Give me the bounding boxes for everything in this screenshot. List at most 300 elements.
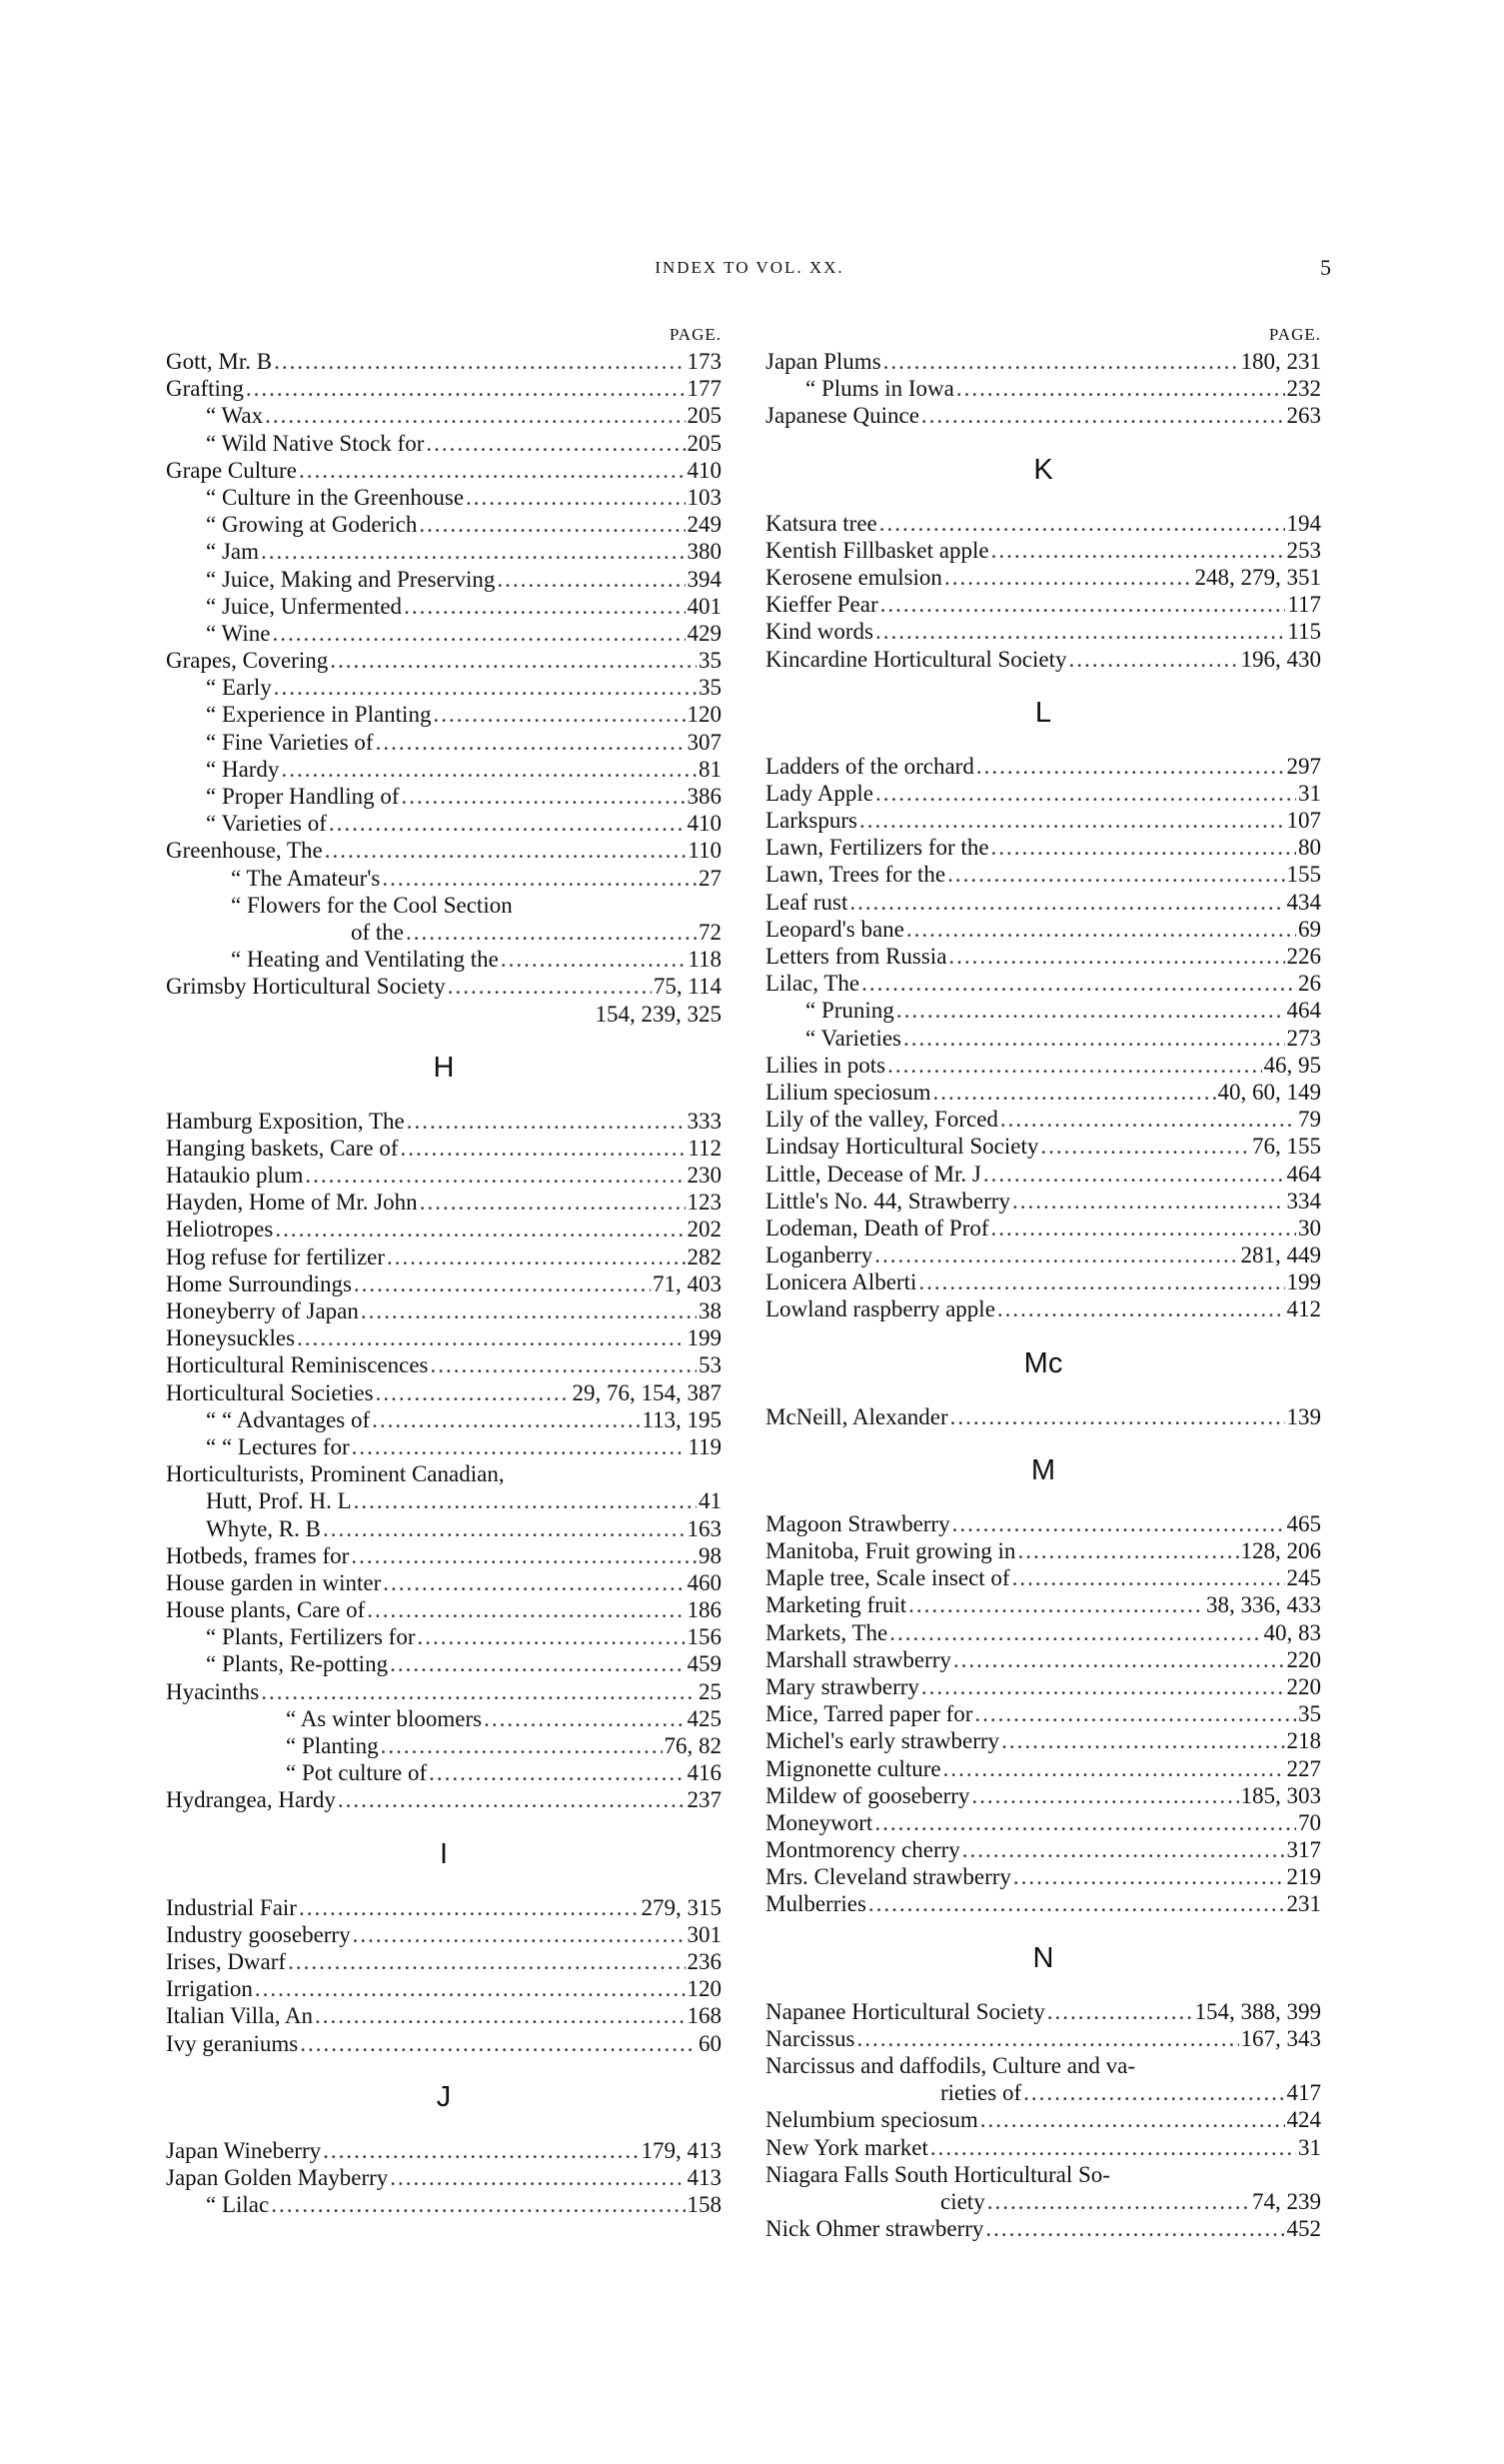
index-entry — [166, 1351, 722, 1378]
entry-label: Kentish Fillbasket apple — [765, 537, 989, 563]
dot-leader — [932, 1079, 1215, 1106]
index-entry — [166, 1243, 722, 1270]
dot-leader — [861, 970, 1296, 997]
index-entry — [765, 1079, 1321, 1106]
dot-leader — [390, 2164, 685, 2191]
index-entry — [765, 1755, 1321, 1782]
entry-label: Japan Wineberry — [166, 2137, 322, 2163]
section-letter: Mc — [1023, 1346, 1063, 1379]
entry-page: 158 — [687, 2192, 722, 2218]
entry-page: 231 — [1286, 1891, 1321, 1917]
entry-page: 29, 76, 154, 387 — [572, 1379, 722, 1405]
entry-page: 220 — [1286, 1673, 1321, 1699]
entry-page: 434 — [1286, 889, 1321, 915]
entry-label: Mice, Tarred paper for — [765, 1701, 973, 1727]
entry-label: “ As winter bloomers — [286, 1705, 483, 1731]
entry-page: 282 — [687, 1243, 722, 1269]
dot-leader — [947, 861, 1284, 888]
entry-label: Napanee Horticultural Society — [765, 1998, 1045, 2024]
index-entry — [765, 1890, 1321, 1917]
index-entry — [765, 889, 1321, 916]
entry-label: Leaf rust — [765, 889, 848, 915]
index-entry — [166, 674, 722, 701]
index-entry — [765, 1510, 1321, 1537]
entry-page: 202 — [687, 1217, 722, 1242]
entry-page: 103 — [687, 484, 722, 510]
entry-label: Irrigation — [166, 1976, 253, 2002]
index-entry — [765, 1809, 1321, 1836]
dot-leader — [971, 1782, 1238, 1809]
dot-leader — [921, 1673, 1285, 1700]
entry-page: 281, 449 — [1240, 1242, 1321, 1268]
entry-label: Hyacinths — [166, 1678, 260, 1704]
entry-label: Hydrangea, Hardy — [166, 1787, 336, 1813]
dot-leader — [908, 1591, 1204, 1618]
index-entry — [166, 484, 722, 511]
entry-label: “ Plums in Iowa — [805, 376, 954, 402]
section-letter: H — [433, 1051, 455, 1084]
entry-label: Narcissus and daffodils, Culture and va- — [765, 2053, 1136, 2078]
index-entry — [166, 402, 722, 429]
entry-page: 186 — [687, 1597, 722, 1623]
entry-page: 205 — [687, 430, 722, 456]
index-entry — [166, 1759, 722, 1786]
entry-label: “ Pot culture of — [286, 1760, 428, 1786]
index-entry — [765, 1268, 1321, 1295]
index-entry — [765, 1106, 1321, 1133]
entry-label: Loganberry — [765, 1242, 873, 1268]
dot-leader — [466, 484, 685, 511]
entry-page: 219 — [1286, 1864, 1321, 1890]
entry-page: 71, 403 — [653, 1270, 722, 1296]
index-entry — [166, 1135, 722, 1162]
entry-label: Little's No. 44, Strawberry — [765, 1188, 1010, 1214]
dot-leader — [956, 375, 1285, 402]
entry-page: 27 — [699, 865, 722, 891]
entry-page: 413 — [687, 2164, 722, 2190]
index-entry — [166, 701, 722, 728]
entry-page: 464 — [1286, 1161, 1321, 1187]
dot-leader — [329, 810, 686, 837]
entry-page: 279, 315 — [641, 1894, 722, 1920]
dot-leader — [431, 1351, 697, 1378]
section-letter: J — [436, 2080, 452, 2113]
dot-leader — [991, 834, 1296, 861]
entry-label: “ Fine Varieties of — [206, 729, 374, 755]
dot-leader — [874, 1809, 1296, 1836]
entry-label: Hamburg Exposition, The — [166, 1108, 405, 1134]
entry-page: 245 — [1286, 1565, 1321, 1591]
entry-label: Mary strawberry — [765, 1673, 919, 1699]
dot-leader — [1023, 2079, 1284, 2106]
entry-page: 38 — [699, 1298, 722, 1323]
entry-label: Lodeman, Death of Prof — [765, 1215, 989, 1240]
dot-leader — [420, 1189, 686, 1216]
index-entry — [166, 1650, 722, 1677]
entry-page: 35 — [699, 648, 722, 674]
index-entry — [166, 1542, 722, 1569]
dot-leader — [281, 756, 697, 783]
entry-label: Nelumbium speciosum — [765, 2107, 978, 2133]
index-entry — [166, 620, 722, 647]
entry-label: Kerosene emulsion — [765, 564, 942, 590]
dot-leader — [429, 1759, 685, 1786]
entry-label: “ Wild Native Stock for — [206, 430, 425, 456]
index-entry — [166, 511, 722, 538]
entry-page: 76, 82 — [664, 1733, 722, 1758]
index-entry — [765, 1161, 1321, 1188]
entry-page: 76, 155 — [1252, 1134, 1321, 1160]
entry-page: 464 — [1286, 998, 1321, 1024]
entry-label: Hotbeds, frames for — [166, 1542, 350, 1568]
entry-label: “ Juice, Unfermented — [206, 593, 403, 619]
entry-label: Lily of the valley, Forced — [765, 1107, 998, 1133]
entry-page: 459 — [687, 1651, 722, 1677]
entry-page: 220 — [1286, 1646, 1321, 1672]
entry-label: “ Lilac — [206, 2192, 270, 2218]
index-entry — [765, 2215, 1321, 2242]
dot-leader — [501, 946, 687, 973]
entry-label: Hog refuse for fertilizer — [166, 1243, 386, 1269]
index-entry — [765, 1241, 1321, 1268]
index-entry — [166, 1487, 722, 1514]
entry-label: Japanese Quince — [765, 403, 919, 429]
entry-label: “ Hardy — [206, 756, 280, 782]
index-entry — [166, 1324, 722, 1351]
dot-leader — [1040, 1133, 1250, 1160]
index-entry — [166, 1108, 722, 1135]
dot-leader — [261, 538, 685, 565]
entry-label: “ Growing at Goderich — [206, 512, 418, 538]
entry-label: “ Early — [206, 675, 272, 701]
entry-label: Hanging baskets, Care of — [166, 1135, 399, 1161]
entry-label: “ Varieties — [805, 1025, 902, 1051]
entry-page: 69 — [1298, 916, 1321, 942]
entry-label: Katsura tree — [765, 510, 877, 536]
section-letter: I — [439, 1837, 449, 1870]
entry-page: 410 — [687, 457, 722, 483]
dot-leader — [1017, 1537, 1238, 1564]
index-entry — [765, 2161, 1321, 2188]
entry-label: Narcissus — [765, 2025, 855, 2051]
entry-page: 394 — [687, 566, 722, 592]
index-entry — [166, 2002, 722, 2029]
entry-page: 74, 239 — [1252, 2188, 1321, 2214]
entry-page: 334 — [1286, 1188, 1321, 1214]
entry-label: McNeill, Alexander — [765, 1403, 948, 1429]
entry-page: 40, 60, 149 — [1217, 1079, 1321, 1105]
index-entry — [166, 946, 722, 973]
dot-leader — [985, 2215, 1284, 2242]
dot-leader — [246, 375, 686, 402]
dot-leader — [880, 591, 1286, 618]
entry-label: Japan Plums — [765, 349, 881, 374]
dot-leader — [1000, 1106, 1296, 1133]
entry-page: 236 — [687, 1948, 722, 1974]
index-entry — [765, 943, 1321, 970]
dot-leader — [274, 674, 697, 701]
index-entry — [765, 1836, 1321, 1863]
dot-leader — [299, 457, 686, 484]
dot-leader — [448, 973, 652, 1000]
entry-page: 119 — [688, 1433, 722, 1459]
entry-page: 60 — [699, 2030, 722, 2056]
index-entry — [765, 537, 1321, 564]
page-column-label: PAGE. — [1268, 325, 1321, 344]
dot-leader — [433, 701, 685, 728]
entry-page: 155 — [1286, 862, 1321, 888]
index-entry — [166, 1678, 722, 1705]
dot-leader — [856, 2025, 1238, 2052]
entry-label: Irises, Dwarf — [166, 1948, 287, 1974]
entry-label: Lady Apple — [765, 780, 873, 806]
entry-label: Italian Villa, An — [166, 2003, 314, 2029]
entry-label: Lilac, The — [765, 971, 860, 997]
dot-leader — [930, 2134, 1296, 2161]
dot-leader — [288, 1948, 685, 1975]
dot-leader — [903, 1025, 1284, 1052]
entry-label: Michel's early strawberry — [765, 1728, 1000, 1754]
entry-page: 297 — [1286, 753, 1321, 779]
index-entry — [166, 1162, 722, 1189]
entry-label: “ The Amateur's — [231, 865, 381, 891]
index-entry — [166, 1379, 722, 1406]
entry-label: Hutt, Prof. H. L — [206, 1488, 352, 1514]
dot-leader — [980, 2106, 1285, 2133]
entry-label: “ Plants, Fertilizers for — [206, 1624, 416, 1650]
entry-label: “ Culture in the Greenhouse — [206, 484, 465, 510]
index-entry — [166, 837, 722, 864]
index-entry — [166, 2191, 722, 2218]
entry-page: 429 — [687, 620, 722, 646]
dot-leader — [353, 1921, 686, 1948]
entry-page: 263 — [1286, 403, 1321, 429]
dot-leader — [265, 402, 685, 429]
entry-page: 31 — [1298, 2134, 1321, 2160]
dot-leader — [944, 564, 1193, 591]
dot-leader — [991, 1215, 1296, 1241]
dot-leader — [1013, 1863, 1285, 1890]
dot-leader — [271, 2191, 685, 2218]
dot-leader — [351, 1542, 697, 1569]
entry-page: 301 — [687, 1921, 722, 1947]
dot-leader — [921, 402, 1285, 429]
entry-page: 226 — [1286, 944, 1321, 969]
dot-leader — [325, 837, 687, 864]
index-entry — [765, 1025, 1321, 1052]
index-entry — [166, 865, 722, 892]
dot-leader — [906, 916, 1296, 943]
entry-label: “ Pruning — [805, 998, 894, 1024]
entry-label: “ Jam — [206, 539, 260, 565]
entry-page: 185, 303 — [1240, 1782, 1321, 1808]
entry-label: “ Wine — [206, 620, 271, 646]
entry-page: 35 — [699, 675, 722, 701]
entry-label: “ Proper Handling of — [206, 784, 400, 809]
index-entry — [765, 753, 1321, 780]
index-entry — [166, 1460, 722, 1487]
entry-page: 163 — [687, 1515, 722, 1541]
dot-leader — [338, 1786, 686, 1813]
dot-leader — [299, 1894, 640, 1921]
dot-leader — [1001, 1727, 1284, 1754]
index-entry — [765, 646, 1321, 673]
dot-leader — [275, 1216, 685, 1242]
running-head — [166, 255, 1333, 288]
entry-label: Hayden, Home of Mr. John — [166, 1190, 418, 1216]
dot-leader — [997, 1295, 1285, 1322]
entry-page: 26 — [1298, 971, 1321, 997]
entry-label: “ Wax — [206, 403, 264, 429]
dot-leader — [849, 889, 1284, 916]
entry-label: Kind words — [765, 619, 873, 645]
entry-label: Grafting — [166, 376, 244, 402]
entry-label: Heliotropes — [166, 1217, 274, 1242]
entry-label: Industrial Fair — [166, 1894, 297, 1920]
entry-label: Lindsay Horticultural Society — [765, 1134, 1039, 1160]
index-entry — [166, 1894, 722, 1921]
entry-label: Markets, The — [765, 1619, 888, 1645]
dot-leader — [943, 1755, 1285, 1782]
entry-page: 120 — [687, 702, 722, 728]
entry-page: 80 — [1298, 835, 1321, 861]
dot-leader — [407, 1108, 686, 1135]
entry-label: “ Plants, Re-potting — [206, 1651, 389, 1677]
entry-page: 196, 430 — [1240, 646, 1321, 672]
index-entry — [765, 1564, 1321, 1591]
dot-leader — [868, 1890, 1285, 1917]
dot-leader — [297, 1324, 685, 1351]
entry-label: Hataukio plum — [166, 1163, 304, 1189]
index-entry — [765, 1188, 1321, 1215]
dot-leader — [875, 618, 1285, 645]
index-entry — [166, 375, 722, 402]
entry-page: 154, 388, 399 — [1194, 1998, 1321, 2024]
entry-page: 123 — [687, 1190, 722, 1216]
entry-page: 31 — [1298, 780, 1321, 806]
index-entry — [166, 1569, 722, 1596]
entry-label: Honeyberry of Japan — [166, 1298, 359, 1323]
dot-leader — [426, 430, 685, 457]
dot-leader — [889, 1619, 1261, 1646]
index-entry — [765, 2052, 1321, 2079]
page-column-label: PAGE. — [669, 325, 722, 344]
entry-page: 253 — [1286, 537, 1321, 563]
dot-leader — [497, 566, 685, 593]
index-entry — [765, 348, 1321, 375]
entry-page: 72 — [699, 919, 722, 945]
dot-leader — [315, 2002, 685, 2029]
dot-leader — [381, 1732, 663, 1759]
entry-label: Marshall strawberry — [765, 1646, 951, 1672]
dot-leader — [991, 537, 1285, 564]
entry-label: “ Juice, Making and Preserving — [206, 566, 496, 592]
entry-label: Horticultural Reminiscences — [166, 1352, 429, 1378]
dot-leader — [950, 1403, 1285, 1430]
dot-leader — [896, 997, 1285, 1024]
entry-label: Grape Culture — [166, 457, 297, 483]
dot-leader — [987, 2188, 1250, 2215]
section-letter: L — [1034, 696, 1052, 729]
entry-page: 115 — [1287, 619, 1321, 645]
entry-label: Lawn, Trees for the — [765, 862, 946, 888]
index-entry — [765, 618, 1321, 645]
entry-page: 425 — [687, 1705, 722, 1731]
index-entry — [166, 1433, 722, 1460]
index-column-left — [166, 322, 722, 2218]
dot-leader — [330, 647, 697, 674]
entry-page: 177 — [687, 376, 722, 402]
entry-page: 46, 95 — [1263, 1052, 1321, 1078]
index-entry — [765, 2134, 1321, 2161]
dot-leader — [1012, 1188, 1285, 1215]
dot-leader — [419, 511, 685, 538]
entry-page: 81 — [699, 756, 722, 782]
index-entry — [166, 1596, 722, 1623]
entry-label: Japan Golden Mayberry — [166, 2164, 389, 2190]
entry-page: 79 — [1298, 1107, 1321, 1133]
entry-page: 154, 239, 325 — [595, 1001, 722, 1027]
entry-label: Whyte, R. B — [206, 1515, 321, 1541]
entry-label: House garden in winter — [166, 1569, 382, 1595]
index-entry — [166, 566, 722, 593]
index-entry — [166, 2030, 722, 2057]
index-entry — [765, 1863, 1321, 1890]
entry-label: Mildew of gooseberry — [765, 1782, 970, 1808]
entry-page: 110 — [688, 838, 722, 864]
dot-leader — [274, 348, 685, 375]
index-entry — [765, 1537, 1321, 1564]
entry-page: 386 — [687, 784, 722, 809]
dot-leader — [372, 1406, 640, 1433]
entry-label: Leopard's bane — [765, 916, 904, 942]
entry-page: 227 — [1286, 1755, 1321, 1781]
entry-page: 199 — [687, 1325, 722, 1351]
entry-page: 199 — [1286, 1269, 1321, 1295]
index-entry — [765, 2079, 1321, 2106]
index-entry — [765, 375, 1321, 402]
index-entry — [765, 834, 1321, 861]
entry-label: Manitoba, Fruit growing in — [765, 1538, 1016, 1563]
dot-leader — [323, 1515, 686, 1542]
dot-leader — [918, 1268, 1284, 1295]
entry-page: 410 — [687, 811, 722, 837]
dot-leader — [418, 1623, 686, 1650]
entry-label: “ Experience in Planting — [206, 702, 432, 728]
entry-label: Kieffer Pear — [765, 592, 878, 618]
index-entry — [166, 457, 722, 484]
dot-leader — [404, 593, 685, 620]
entry-page: 237 — [687, 1787, 722, 1813]
entry-page: 401 — [687, 593, 722, 619]
entry-page: 167, 343 — [1240, 2025, 1321, 2051]
index-entry — [765, 970, 1321, 997]
index-entry — [765, 807, 1321, 834]
index-entry — [166, 1406, 722, 1433]
index-entry — [765, 591, 1321, 618]
dot-leader — [352, 1433, 687, 1460]
entry-label: Moneywort — [765, 1809, 873, 1835]
entry-label: Mignonette culture — [765, 1755, 941, 1781]
dot-leader — [953, 1646, 1285, 1673]
index-entry — [166, 1975, 722, 2002]
index-entry — [166, 2164, 722, 2191]
index-entry — [765, 1591, 1321, 1618]
entry-page: 156 — [687, 1624, 722, 1650]
entry-page: 205 — [687, 403, 722, 429]
entry-page: 139 — [1286, 1403, 1321, 1429]
dot-leader — [1068, 646, 1238, 673]
